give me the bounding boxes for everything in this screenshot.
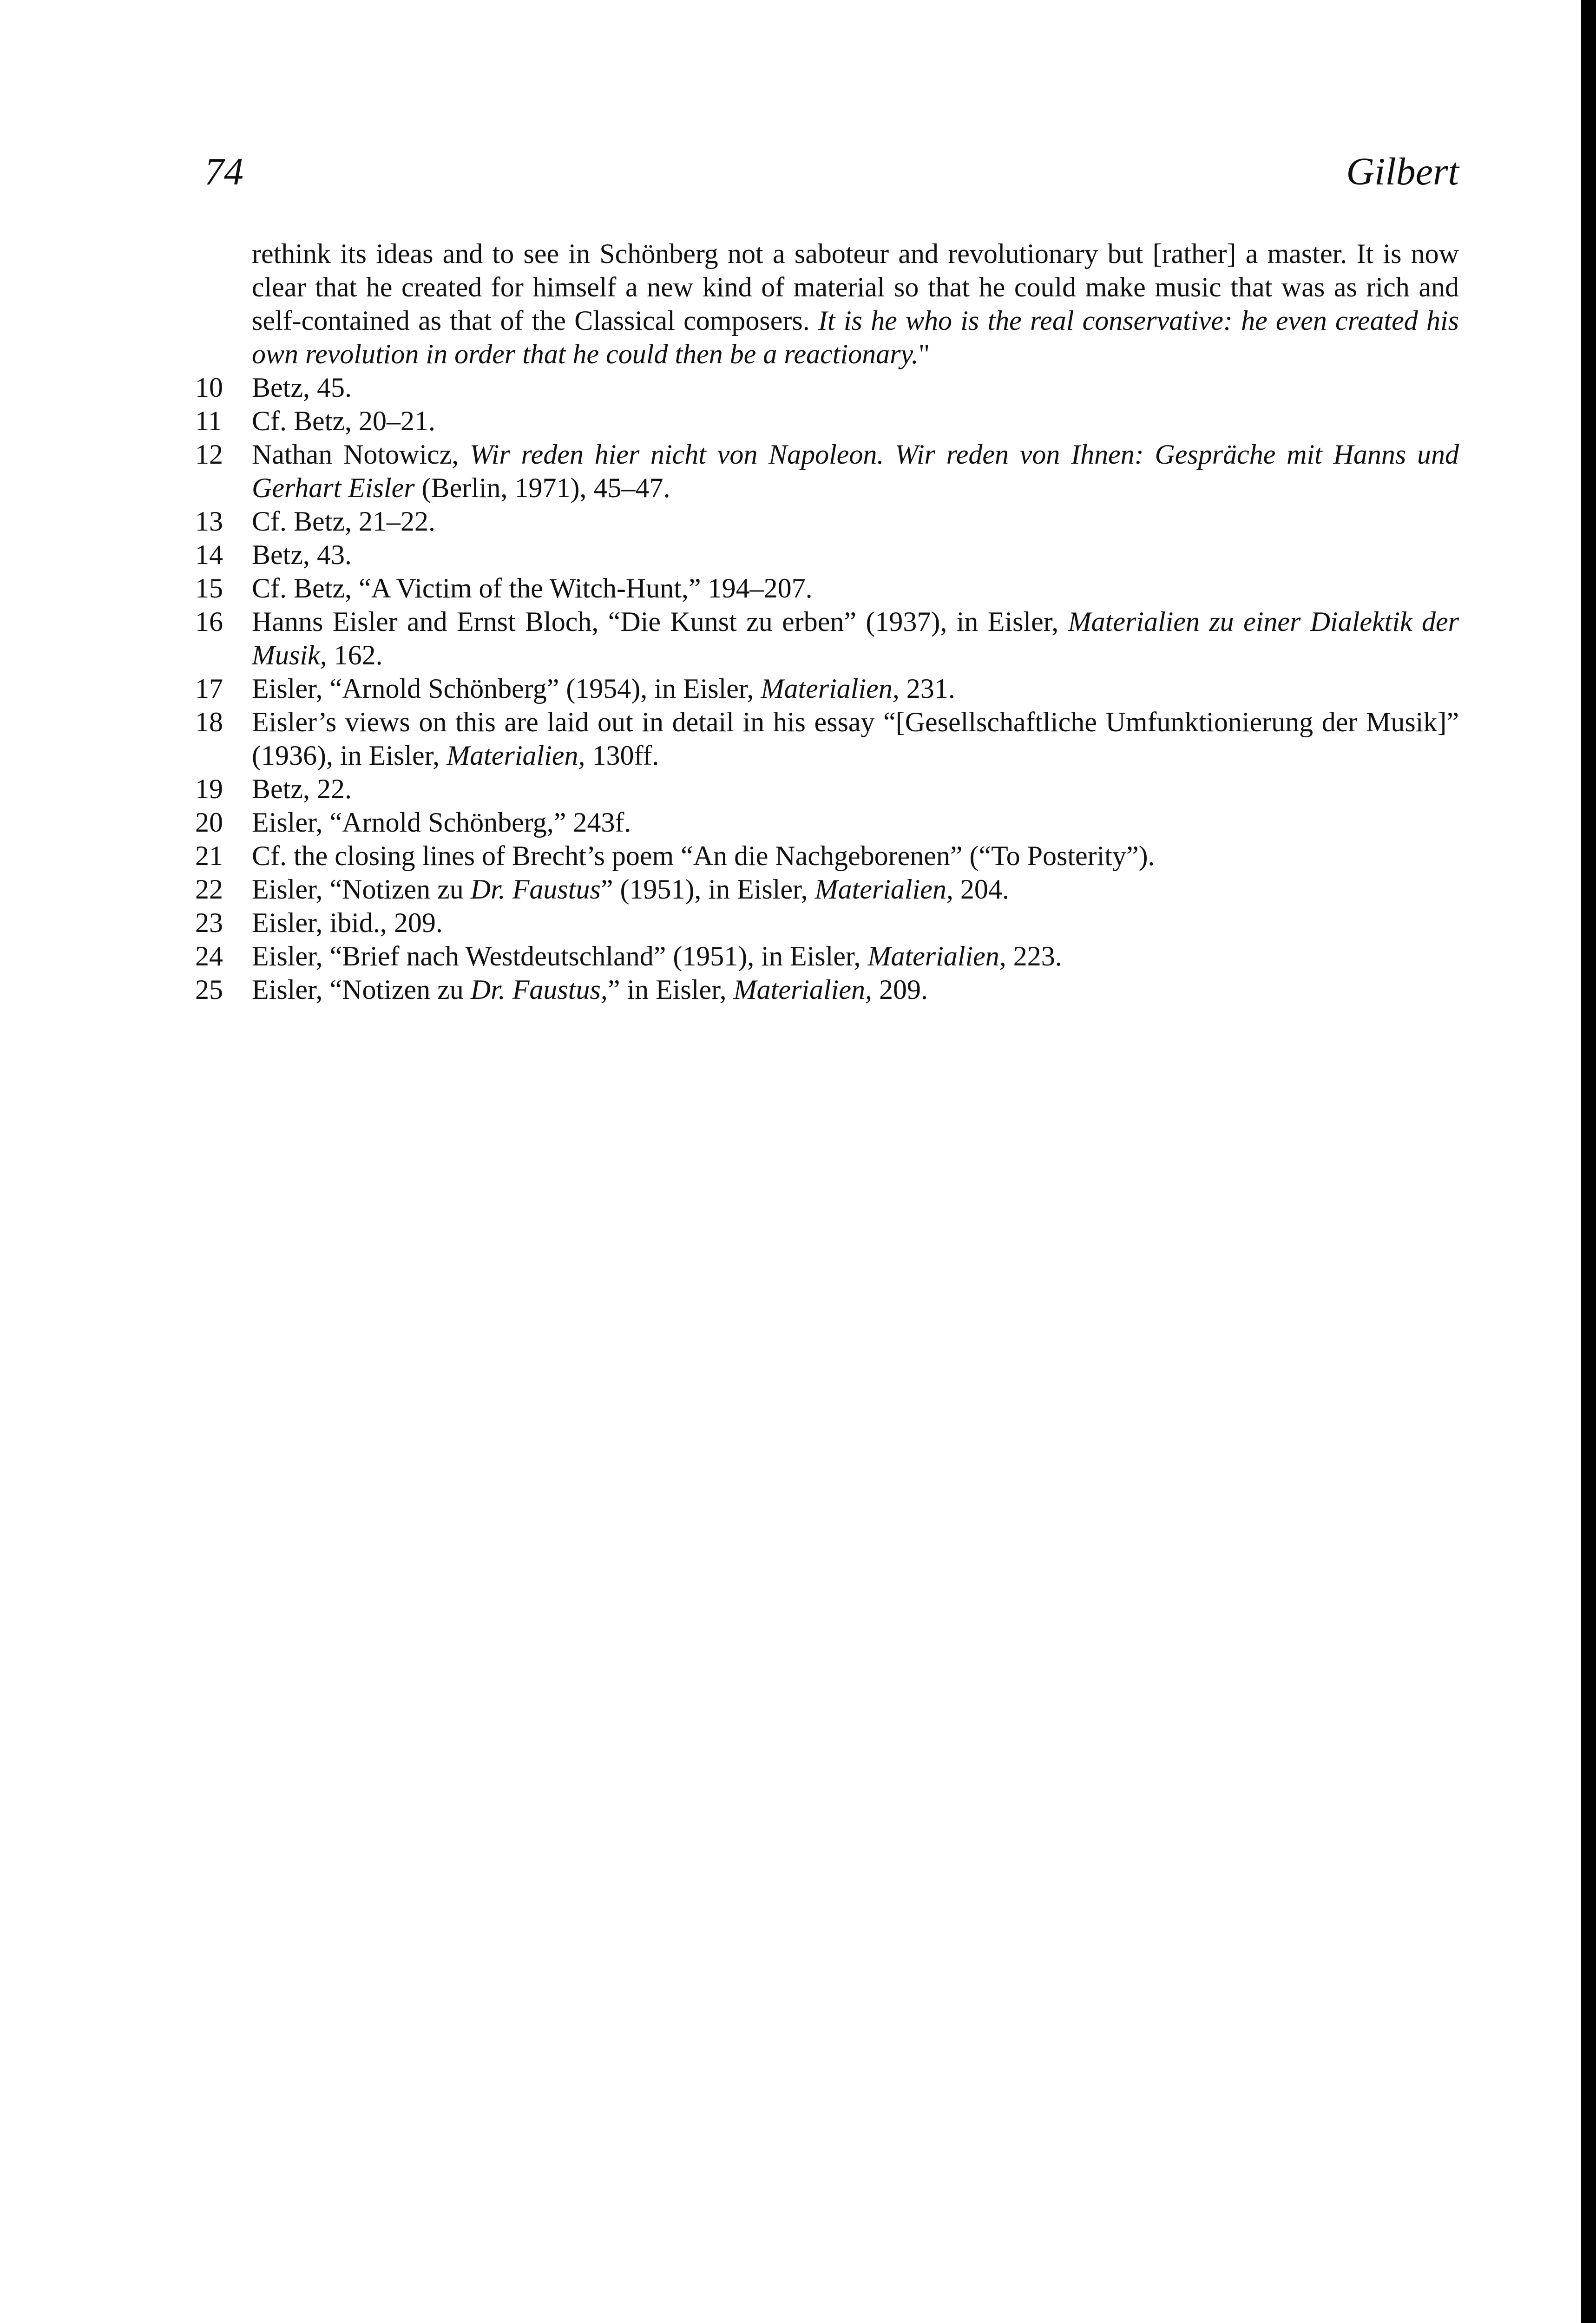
- note-number: 25: [195, 974, 223, 1005]
- note-text: Eisler, ibid., 209.: [252, 907, 443, 938]
- note-text: Eisler, “Notizen zu Dr. Faustus,” in Eisler, Materialien, 209.: [252, 974, 928, 1005]
- note-text: Cf. Betz, “A Victim of the Witch-Hunt,” 194–207.: [252, 573, 813, 604]
- note-16: [195, 605, 1459, 672]
- note-number: 19: [195, 774, 223, 804]
- note-number: 12: [195, 439, 223, 470]
- note-text: Hanns Eisler and Ernst Bloch, “Die Kunst zu erben” (1937), in Eisler, Materialien zu einer Dialektik der Musik, 162.: [252, 606, 1459, 670]
- note-12: [195, 438, 1459, 505]
- note-text: Nathan Notowicz, Wir reden hier nicht von Napoleon. Wir reden von Ihnen: Gespräche mit Hanns und Gerhart Eisler (Berlin, 1971), 45–47.: [252, 439, 1459, 503]
- continuation-italic: It is he who is the real conservative: he even created his own revolution in order that he could then be a reactionary.: [252, 305, 1459, 369]
- page-number: 74: [204, 150, 243, 193]
- note-text: Cf. the closing lines of Brecht’s poem “An die Nachgeborenen” (“To Posterity”).: [252, 840, 1155, 871]
- note-19: [195, 772, 1459, 806]
- note-number: 24: [195, 941, 223, 971]
- endnotes: [195, 237, 1459, 1006]
- running-head: [204, 144, 1459, 200]
- note-text: Eisler, “Arnold Schönberg,” 243f.: [252, 807, 631, 838]
- continuation-close: ": [918, 339, 930, 369]
- note-22: [195, 873, 1459, 906]
- note-9-continuation: [252, 237, 1459, 371]
- continuation-roman: rethink its ideas and to see in Schönberg not a saboteur and revolutionary but [rather] a master. It is now clear that he created for himself a new kind of material so that he could make music that was as rich and self-contained as that of the Classical composers.: [252, 238, 1459, 336]
- running-head-author: Gilbert: [1346, 150, 1459, 193]
- note-text: Eisler, “Arnold Schönberg” (1954), in Eisler, Materialien, 231.: [252, 673, 955, 704]
- note-number: 11: [195, 406, 222, 436]
- note-10: [195, 371, 1459, 404]
- note-14: [195, 538, 1459, 571]
- note-13: [195, 505, 1459, 538]
- note-number: 14: [195, 539, 223, 570]
- note-text: Eisler, “Brief nach Westdeutschland” (1951), in Eisler, Materialien, 223.: [252, 941, 1062, 971]
- note-text: Betz, 43.: [252, 539, 352, 570]
- note-15: [195, 571, 1459, 605]
- note-text: Cf. Betz, 20–21.: [252, 406, 435, 436]
- note-11: [195, 404, 1459, 438]
- note-number: 10: [195, 372, 223, 403]
- note-23: [195, 906, 1459, 939]
- note-number: 18: [195, 707, 223, 737]
- note-text: Cf. Betz, 21–22.: [252, 506, 435, 537]
- note-18: [195, 705, 1459, 772]
- note-text: Betz, 45.: [252, 372, 352, 403]
- note-number: 13: [195, 506, 223, 537]
- note-text: Eisler’s views on this are laid out in detail in his essay “[Gesellschaftliche Umfunktionierung der Musik]” (1936), in Eisler, Materialien, 130ff.: [252, 707, 1459, 771]
- note-24: [195, 939, 1459, 973]
- note-number: 17: [195, 673, 223, 704]
- note-20: [195, 806, 1459, 839]
- note-17: [195, 672, 1459, 705]
- note-number: 22: [195, 874, 223, 905]
- note-number: 20: [195, 807, 223, 838]
- note-text: Eisler, “Notizen zu Dr. Faustus” (1951), in Eisler, Materialien, 204.: [252, 874, 1009, 905]
- note-number: 16: [195, 606, 223, 637]
- note-21: [195, 839, 1459, 873]
- note-number: 21: [195, 840, 223, 871]
- note-number: 23: [195, 907, 223, 938]
- note-25: [195, 973, 1459, 1006]
- note-number: 15: [195, 573, 223, 604]
- note-text: Betz, 22.: [252, 774, 352, 804]
